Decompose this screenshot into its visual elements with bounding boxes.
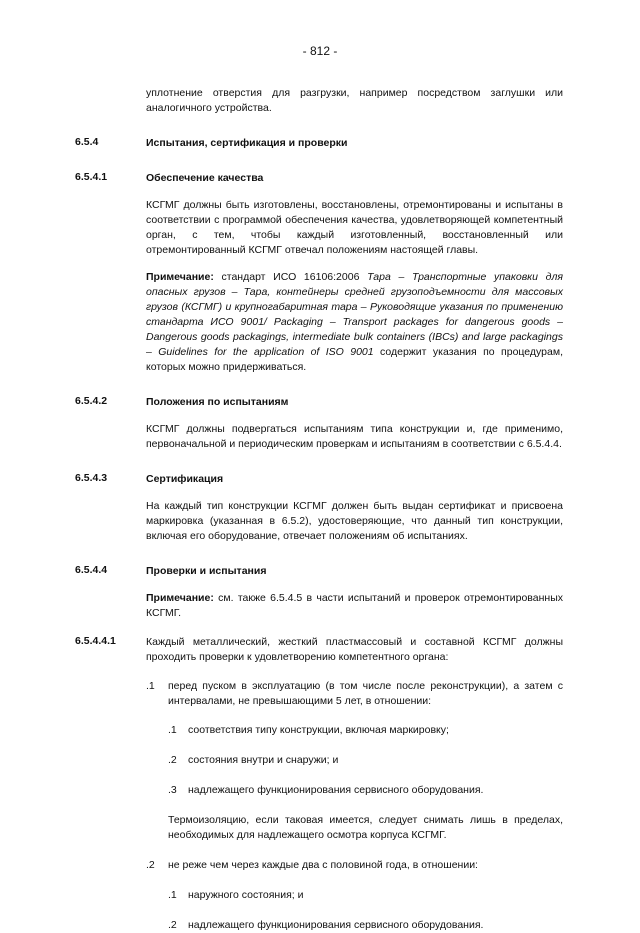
list-marker: .1 bbox=[168, 724, 177, 736]
section-6-5-4-1 bbox=[75, 171, 563, 186]
quality-paragraph: КСГМГ должны быть изготовлены, восстановлены, отремонтированы и испытаны в соответствии с программой обеспечения качества, удовлетворяющей компетентный орган, с тем, чтобы каждый изготовленный, восстановленный или отремонтированный КСГМГ отвечал положениям настоящей главы. bbox=[146, 199, 563, 256]
section-6-5-4-4-1 bbox=[75, 635, 563, 665]
list-marker: .3 bbox=[168, 784, 177, 796]
list-item bbox=[146, 679, 563, 709]
insulation-paragraph: Термоизоляцию, если таковая имеется, следует снимать лишь в пределах, необходимых для надлежащего осмотра корпуса КСГМГ. bbox=[168, 814, 563, 841]
section-title: Обеспечение качества bbox=[146, 172, 264, 184]
list-marker: .2 bbox=[168, 919, 177, 931]
list-item-text: состояния внутри и снаружи; и bbox=[188, 754, 339, 766]
note-italic-title: Тара – Транспортные упаковки для опасных грузов – Тара, контейнеры средней грузоподъемности для массовых грузов (КСГМГ) и крупногабаритная тара – Руководящие указания по применению стандарта ИСО 9001/ Packaging – Transport packages for dangerous goods – Dangerous goods packagings, intermediate bulk containers (IBCs) and large packagings – Guidelines for the application of ISO 9001 bbox=[146, 271, 563, 358]
section-title: Положения по испытаниям bbox=[146, 396, 289, 408]
intro-paragraph: уплотнение отверстия для разгрузки, например посредством заглушки или аналогичного устройства. bbox=[146, 87, 563, 114]
sub-list-item bbox=[168, 723, 563, 738]
quality-note bbox=[146, 270, 563, 375]
list-marker: .1 bbox=[168, 889, 177, 901]
section-title: Сертификация bbox=[146, 473, 224, 485]
note-label: Примечание: bbox=[146, 592, 214, 604]
section-number: 6.5.4.2 bbox=[75, 395, 108, 407]
section-6-5-4 bbox=[75, 136, 563, 151]
testing-paragraph: КСГМГ должны подвергаться испытаниям типа конструкции и, где применимо, первоначальной и периодическим проверкам и испытаниям в соответствии с 6.5.4.4. bbox=[146, 423, 563, 450]
list-marker: .2 bbox=[168, 754, 177, 766]
note-text: содержит указания по процедурам, которых можно придерживаться. bbox=[146, 346, 563, 373]
document-body bbox=[75, 86, 563, 933]
section-title: Проверки и испытания bbox=[146, 565, 267, 577]
list-item-text: не реже чем через каждые два с половиной года, в отношении: bbox=[168, 859, 478, 871]
section-6-5-4-3 bbox=[75, 472, 563, 487]
section-6-5-4-2 bbox=[75, 395, 563, 410]
list-item-text: надлежащего функционирования сервисного оборудования. bbox=[188, 919, 484, 931]
certification-paragraph: На каждый тип конструкции КСГМГ должен быть выдан сертификат и присвоена маркировка (указанная в 6.5.2), удостоверяющие, что данный тип конструкции, включая его оборудование, отвечает положениям об испытаниях. bbox=[146, 500, 563, 542]
list-item-text: надлежащего функционирования сервисного оборудования. bbox=[188, 784, 484, 796]
list-item-text: перед пуском в эксплуатацию (в том числе после реконструкции), а затем с интервалами, не превышающими 5 лет, в отношении: bbox=[168, 680, 563, 707]
list-marker: .2 bbox=[146, 859, 155, 871]
note-text: стандарт ИСО 16106:2006 bbox=[213, 271, 368, 283]
section-number: 6.5.4.1 bbox=[75, 171, 108, 183]
section-6-5-4-4 bbox=[75, 564, 563, 579]
note-label: Примечание: bbox=[146, 271, 214, 283]
inspection-paragraph: Каждый металлический, жесткий пластмассовый и составной КСГМГ должны проходить проверки к удовлетворению компетентного органа: bbox=[146, 636, 563, 663]
inspection-note bbox=[146, 591, 563, 621]
list-item-text: наружного состояния; и bbox=[188, 889, 304, 901]
note-text: см. также 6.5.4.5 в части испытаний и проверок отремонтированных КСГМГ. bbox=[146, 592, 563, 619]
section-number: 6.5.4.3 bbox=[75, 472, 108, 484]
section-number: 6.5.4.4.1 bbox=[75, 635, 116, 647]
section-number: 6.5.4 bbox=[75, 136, 99, 148]
list-item bbox=[146, 858, 563, 873]
page-number: - 812 - bbox=[302, 44, 338, 58]
sub-list-item bbox=[168, 888, 563, 903]
section-number: 6.5.4.4 bbox=[75, 564, 108, 576]
sub-list-item bbox=[168, 783, 563, 798]
list-item-text: соответствия типу конструкции, включая маркировку; bbox=[188, 724, 449, 736]
section-title: Испытания, сертификация и проверки bbox=[146, 137, 348, 149]
list-marker: .1 bbox=[146, 680, 155, 692]
sub-list-item bbox=[168, 918, 563, 933]
sub-list-item bbox=[168, 753, 563, 768]
